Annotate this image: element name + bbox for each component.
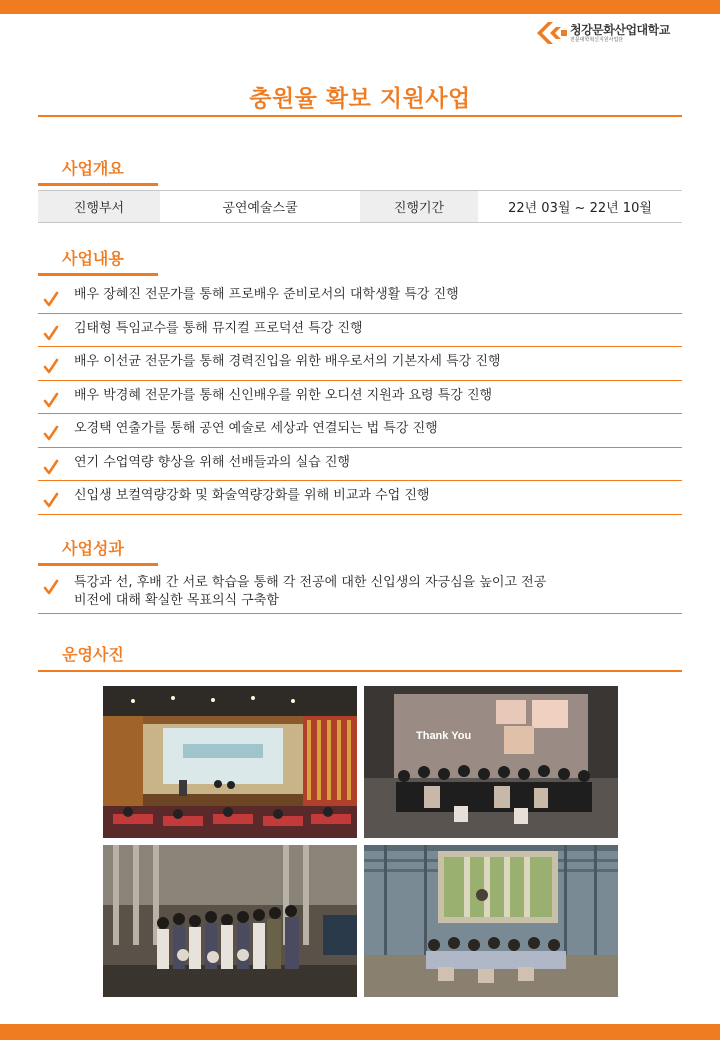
checkmark-icon: [42, 578, 60, 596]
checkmark-icon: [42, 391, 60, 409]
title-divider: [38, 115, 682, 117]
checkmark-icon: [42, 290, 60, 308]
period-value: 22년 03월 ~ 22년 10월: [508, 201, 652, 216]
list-item-text: 연기 수업역량 향상을 위해 선배들과의 실습 진행: [74, 454, 350, 470]
university-logo: [534, 18, 694, 48]
logo-mark-icon: [534, 20, 568, 46]
list-item: [38, 381, 682, 415]
contents-list: [38, 280, 682, 515]
list-item: [38, 414, 682, 448]
bottom-accent-bar: [0, 1024, 720, 1040]
list-item: [38, 448, 682, 482]
checkmark-icon: [42, 324, 60, 342]
logo-name: 청강문화산업대학교: [570, 22, 670, 37]
overview-heading-underline: [38, 183, 158, 186]
overview-heading: 사업개요: [62, 159, 124, 178]
photo-lobby-group: [103, 845, 357, 997]
list-item-text: 오경택 연출가를 통해 공연 예술로 세상과 연결되는 법 특강 진행: [74, 421, 438, 436]
list-item: [38, 280, 682, 314]
results-text: [74, 574, 546, 609]
photos-divider: [38, 670, 682, 672]
photos-heading: 운영사진: [62, 645, 124, 664]
logo-subtitle: 전문대학혁신지원사업단: [570, 36, 624, 43]
dept-value: 공연예술스쿨: [222, 201, 298, 216]
results-heading-underline: [38, 563, 158, 566]
contents-heading-underline: [38, 273, 158, 276]
list-item: [38, 481, 682, 515]
top-accent-bar: [0, 0, 720, 14]
photo-outdoor-group: [364, 845, 618, 997]
list-item-text: 배우 장혜진 전문가를 통해 프로배우 준비로서의 대학생활 특강 진행: [74, 287, 459, 302]
results-line-1: 특강과 선, 후배 간 서로 학습을 통해 각 전공에 대한 신입생의 자긍심을 높이고 전공: [74, 575, 547, 590]
results-line-2: 비전에 대해 확실한 목표의식 구축함: [74, 592, 279, 608]
photo-lecture-hall: [103, 686, 357, 838]
list-item: [38, 314, 682, 348]
dept-label: 진행부서: [38, 191, 160, 222]
photo-thank-you-group: [364, 686, 618, 838]
results-heading: 사업성과: [62, 539, 124, 558]
checkmark-icon: [42, 491, 60, 509]
list-item-text: 배우 박경혜 전문가를 통해 신인배우를 위한 오디션 지원과 요령 특강 진행: [74, 387, 493, 403]
list-item-text: 배우 이선균 전문가를 통해 경력진입을 위한 배우로서의 기본자세 특강 진행: [74, 354, 501, 369]
overview-table: [38, 190, 682, 223]
period-label: 진행기간: [360, 191, 478, 222]
results-item: [38, 570, 682, 614]
contents-heading: 사업내용: [62, 249, 124, 268]
checkmark-icon: [42, 357, 60, 375]
slide-thank-you-text: Thank You: [416, 730, 472, 742]
list-item: [38, 347, 682, 381]
list-item-text: 신입생 보컬역량강화 및 화술역량강화를 위해 비교과 수업 진행: [74, 488, 430, 503]
checkmark-icon: [42, 458, 60, 476]
list-item-text: 김태형 특임교수를 통해 뮤지컬 프로덕션 특강 진행: [74, 320, 363, 336]
checkmark-icon: [42, 424, 60, 442]
page-title: 충원율 확보 지원사업: [249, 86, 471, 112]
